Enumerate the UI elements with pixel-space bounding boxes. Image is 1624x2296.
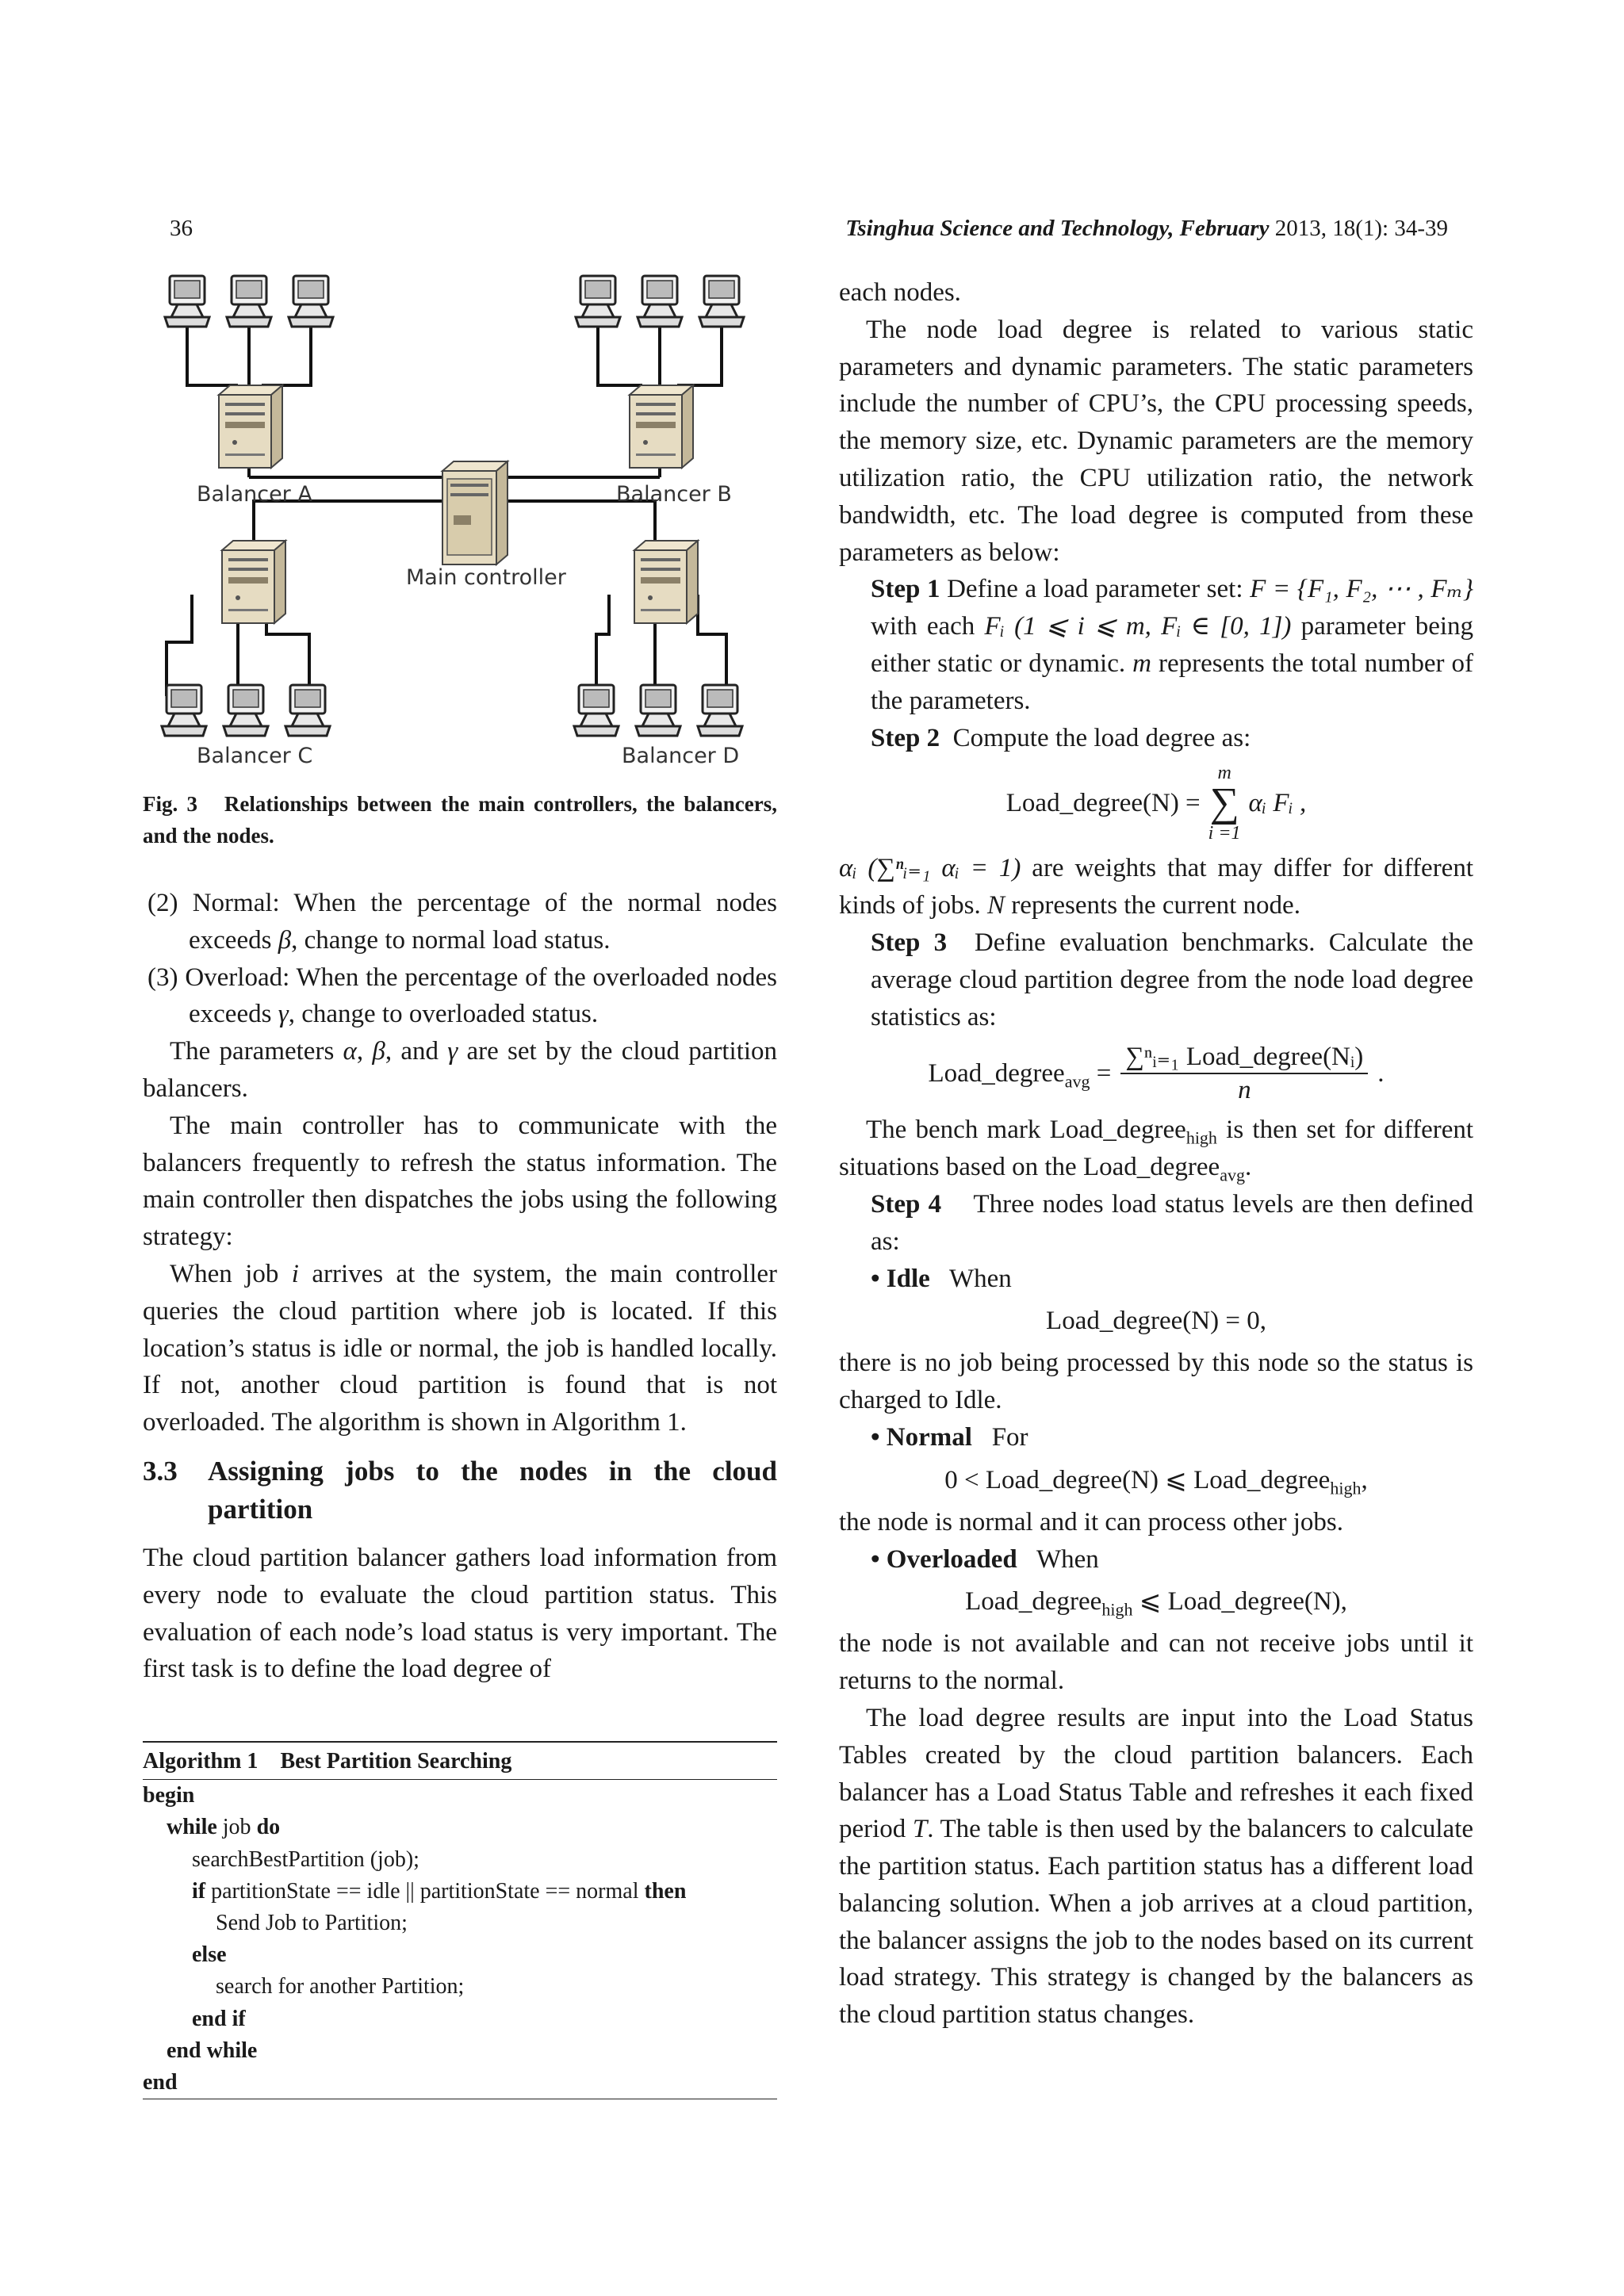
running-header <box>845 216 1448 242</box>
equation-idle: Load_degree(N) = 0, <box>1046 1307 1266 1336</box>
section-number: 3.3 <box>143 1455 178 1487</box>
label-balancer-b: Balancer B <box>616 482 732 507</box>
list-item-overload: (3) Overload: When the percentage of the overloaded nodes exceeds γ, change to overloaded status. <box>147 962 777 1029</box>
paragraph-weights: αᵢ (∑ⁿᵢ₌₁ αᵢ = 1) are weights that may differ for different kinds of jobs. N represents the current node. <box>839 854 1473 920</box>
computer-icon <box>227 276 271 327</box>
main-controller-icon <box>442 461 508 564</box>
computer-icon <box>576 276 620 327</box>
right-column <box>839 274 1473 2034</box>
equation-load-degree: Load_degree(N) = m ∑ i =1 αᵢ Fᵢ , <box>1005 763 1307 844</box>
page-number: 36 <box>170 216 193 241</box>
paragraph-parameters: The parameters α, β, and γ are set by the cloud partition balancers. <box>143 1037 778 1103</box>
paragraph-benchmark: The bench mark Load_degree$_{high}$ is then set for different situations based on the Load_degree$_{avg}$. <box>839 1115 1474 1185</box>
algorithm-title: Algorithm 1 Best Partition Searching <box>143 1749 512 1774</box>
journal-name: Tsinghua Science and Technology, February <box>845 216 1270 241</box>
paragraph-normal: the node is normal and it can process other jobs. <box>839 1507 1344 1536</box>
alg-line-endwhile: end while <box>167 2038 258 2063</box>
network-diagram <box>143 262 785 769</box>
paragraph-idle: there is no job being processed by this node so the status is charged to Idle. <box>839 1349 1473 1415</box>
paragraph-overloaded: the node is not available and can not receive jobs until it returns to the normal. <box>839 1629 1473 1696</box>
computer-icon <box>574 685 619 736</box>
journal-issue: 2013, 18(1): 34-39 <box>1274 216 1448 241</box>
paragraph-balancer-gathers: The cloud partition balancer gathers load information from every node to evaluate the cloud partition status. This evaluation of each node’s load status is very important. The first task is to define the load degree of <box>143 1543 777 1684</box>
paragraph-load-status-tables: The load degree results are input into the Load Status Tables created by the cloud partition balancers. Each balancer has a Load Status Table and refreshes it each fixed period T. The table is then used by the balancers to calculate the partition status. Each partition status has a different load balancing solution. When a job arrives at a cloud partition, the balancer assigns the job to the nodes based on its current load strategy. This strategy is changed by the balancers as the cloud partition status changes. <box>839 1703 1474 2030</box>
step-3: Step 3 Define evaluation benchmarks. Calculate the average cloud partition degree from the node load degree statistics as: <box>871 928 1474 1031</box>
alg-line-send: Send Job to Partition; <box>216 1911 408 1936</box>
computer-icon <box>289 276 333 327</box>
server-icon <box>219 385 282 468</box>
step-4: Step 4 Three nodes load status levels are then defined as: <box>871 1189 1473 1256</box>
computer-icon <box>698 685 742 736</box>
alg-line-endif: end if <box>192 2006 246 2031</box>
computer-icon <box>165 276 209 327</box>
equation-normal: 0 < Load_degree(N) ⩽ Load_degree$_{high}$, <box>944 1465 1368 1498</box>
equation-load-degree-avg: Load_degree$_{avg}$ = $\frac{\text{∑ⁿᵢ₌₁ Load\_degree(Nᵢ)}}{n}$ . <box>928 1043 1385 1105</box>
computer-icon <box>162 685 206 736</box>
server-icon <box>634 541 698 623</box>
computer-icon <box>636 685 680 736</box>
paragraph-main-controller: The main controller has to communicate with the balancers frequently to refresh the status information. The main controller then dispatches the jobs using the following strategy: <box>143 1111 777 1252</box>
figure-caption <box>143 788 777 851</box>
label-balancer-a: Balancer A <box>197 482 312 507</box>
left-column <box>143 885 777 1688</box>
list-item-normal: (2) Normal: When the percentage of the normal nodes exceeds β, change to normal load status. <box>147 889 777 955</box>
server-icon <box>222 541 285 623</box>
bullet-normal: • Normal For <box>871 1422 1028 1452</box>
step-1: Step 1 Define a load parameter set: F = {F₁, F₂, ⋯ , Fₘ} with each Fᵢ (1 ⩽ i ⩽ m, Fᵢ ∈ [0, 1]) parameter being either static or dynamic. m represents the total number of the parameters. <box>871 575 1474 715</box>
alg-line-call: searchBestPartition (job); <box>192 1846 419 1872</box>
figure-caption-number: Fig. 3 <box>143 792 198 816</box>
equation-overloaded: Load_degree$_{high}$ ⩽ Load_degree(N), <box>965 1587 1347 1620</box>
label-main-controller: Main controller <box>406 565 566 590</box>
alg-line-else: else <box>192 1942 227 1968</box>
paragraph-job-arrival: When job i arrives at the system, the main controller queries the cloud partition where job is located. If this location’s status is idle or normal, the job is handled locally. If not, another cloud partition is found that is not overloaded. The algorithm is shown in Algorithm 1. <box>143 1259 778 1437</box>
bullet-overloaded: • Overloaded When <box>871 1544 1099 1574</box>
computer-icon <box>699 276 744 327</box>
figure-caption-text: Relationships between the main controllers, the balancers, and the nodes. <box>143 792 778 848</box>
label-balancer-d: Balancer D <box>622 744 740 768</box>
computer-icon <box>638 276 682 327</box>
label-balancer-c: Balancer C <box>197 744 313 768</box>
alg-line-while: while job do <box>167 1815 281 1840</box>
section-heading <box>143 1452 777 1529</box>
paragraph-each-nodes: each nodes. <box>839 278 961 307</box>
bullet-idle: • Idle When <box>871 1264 1012 1293</box>
paragraph-load-degree-intro: The node load degree is related to various static parameters and dynamic parameters. The static parameters include the number of CPU’s, the CPU processing speeds, the memory size, etc. Dynamic parameters are the memory utilization ratio, the CPU utilization ratio, the network bandwidth, etc. The load degree is computed from these parameters as below: <box>839 315 1473 567</box>
alg-line-begin: begin <box>143 1783 195 1808</box>
alg-line-search: search for another Partition; <box>216 1974 465 1999</box>
alg-line-if: if partitionState == idle || partitionState == normal then <box>192 1878 687 1904</box>
computer-icon <box>285 685 330 736</box>
section-title: Assigning jobs to the nodes in the cloud partition <box>208 1455 777 1525</box>
computer-icon <box>224 685 268 736</box>
alg-line-end: end <box>143 2070 178 2095</box>
algorithm-box <box>143 1741 777 2099</box>
step-2: Step 2 Compute the load degree as: <box>871 723 1251 752</box>
server-icon <box>630 385 693 468</box>
